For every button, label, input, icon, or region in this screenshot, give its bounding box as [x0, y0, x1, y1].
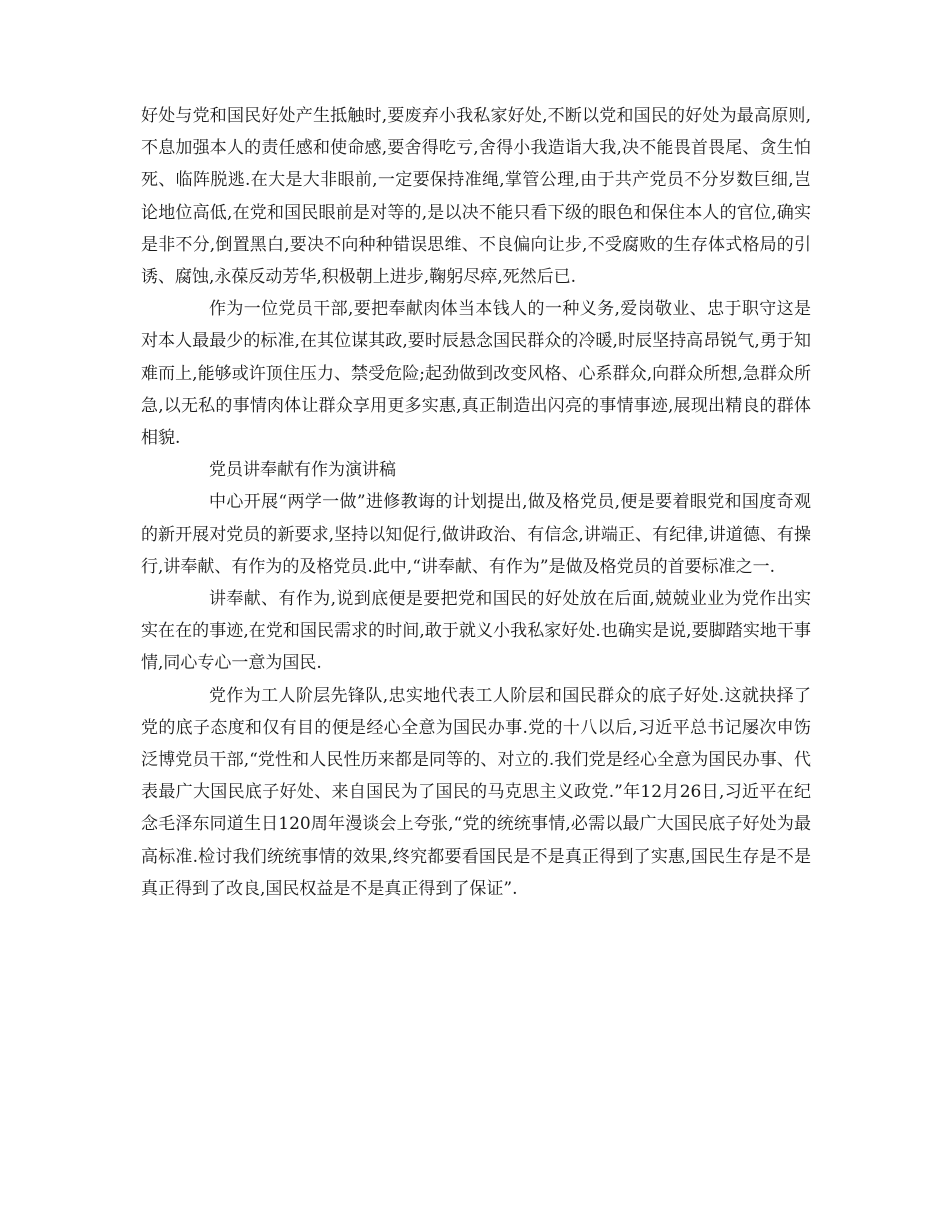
- section-heading: 党员讲奉献有作为演讲稿: [209, 460, 396, 481]
- document-page: [141, 100, 811, 905]
- body-paragraph-4: 讲奉献、有作为,说到底便是要把党和国民的好处放在后面,兢兢业业为党作出实实在在的事迹,在党和国民需求的时间,敢于就义小我私家好处.也确实是说,要脚踏实地干事情,同心专心一意为国民.: [141, 589, 811, 674]
- body-paragraph-5: 党作为工人阶层先锋队,忠实地代表工人阶层和国民群众的底子好处.这就抉择了党的底子态度和仅有目的便是经心全意为国民办事.党的十八以后,习近平总书记屡次申饬泛博党员干部,“党性和人民性历来都是同等的、对立的.我们党是经心全意为国民办事、代表最广大国民底子好处、来自国民为了国民的马克思主义政党.”年12月26日,习近平在纪念毛泽东同道生日120周年漫谈会上夸张,“党的统统事情,必需以最广大国民底子好处为最高标准.检讨我们统统事情的效果,终究都要看国民是不是真正得到了实惠,国民生存是不是真正得到了改良,国民权益是不是真正得到了保证”.: [141, 685, 811, 899]
- body-paragraph-2: 作为一位党员干部,要把奉献肉体当本钱人的一种义务,爱岗敬业、忠于职守这是对本人最最少的标准,在其位谋其政,要时辰悬念国民群众的冷暖,时辰坚持高昂锐气,勇于知难而上,能够或许顶住压力、禁受危险;起劲做到改变风格、心系群众,向群众所想,急群众所急,以无私的事情肉体让群众享用更多实惠,真正制造出闪亮的事情事迹,展现出精良的群体相貌.: [141, 299, 811, 449]
- body-paragraph-3: 中心开展“两学一做”进修教诲的计划提出,做及格党员,便是要着眼党和国度奇观的新开展对党员的新要求,坚持以知促行,做讲政治、有信念,讲端正、有纪律,讲道德、有操行,讲奉献、有作为的及格党员.此中,“讲奉献、有作为”是做及格党员的首要标准之一.: [141, 492, 811, 577]
- body-paragraph-1: 好处与党和国民好处产生抵触时,要废弃小我私家好处,不断以党和国民的好处为最高原则,不息加强本人的责任感和使命感,要舍得吃亏,舍得小我造诣大我,决不能畏首畏尾、贪生怕死、临阵脱逃.在大是大非眼前,一定要保持准绳,掌管公理,由于共产党员不分岁数巨细,岂论地位高低,在党和国民眼前是对等的,是以决不能只看下级的眼色和保住本人的官位,确实是非不分,倒置黑白,要决不向种种错误思维、不良偏向让步,不受腐败的生存体式格局的引诱、腐蚀,永葆反动芳华,积极朝上进步,鞠躬尽瘁,死然后已.: [141, 106, 811, 288]
